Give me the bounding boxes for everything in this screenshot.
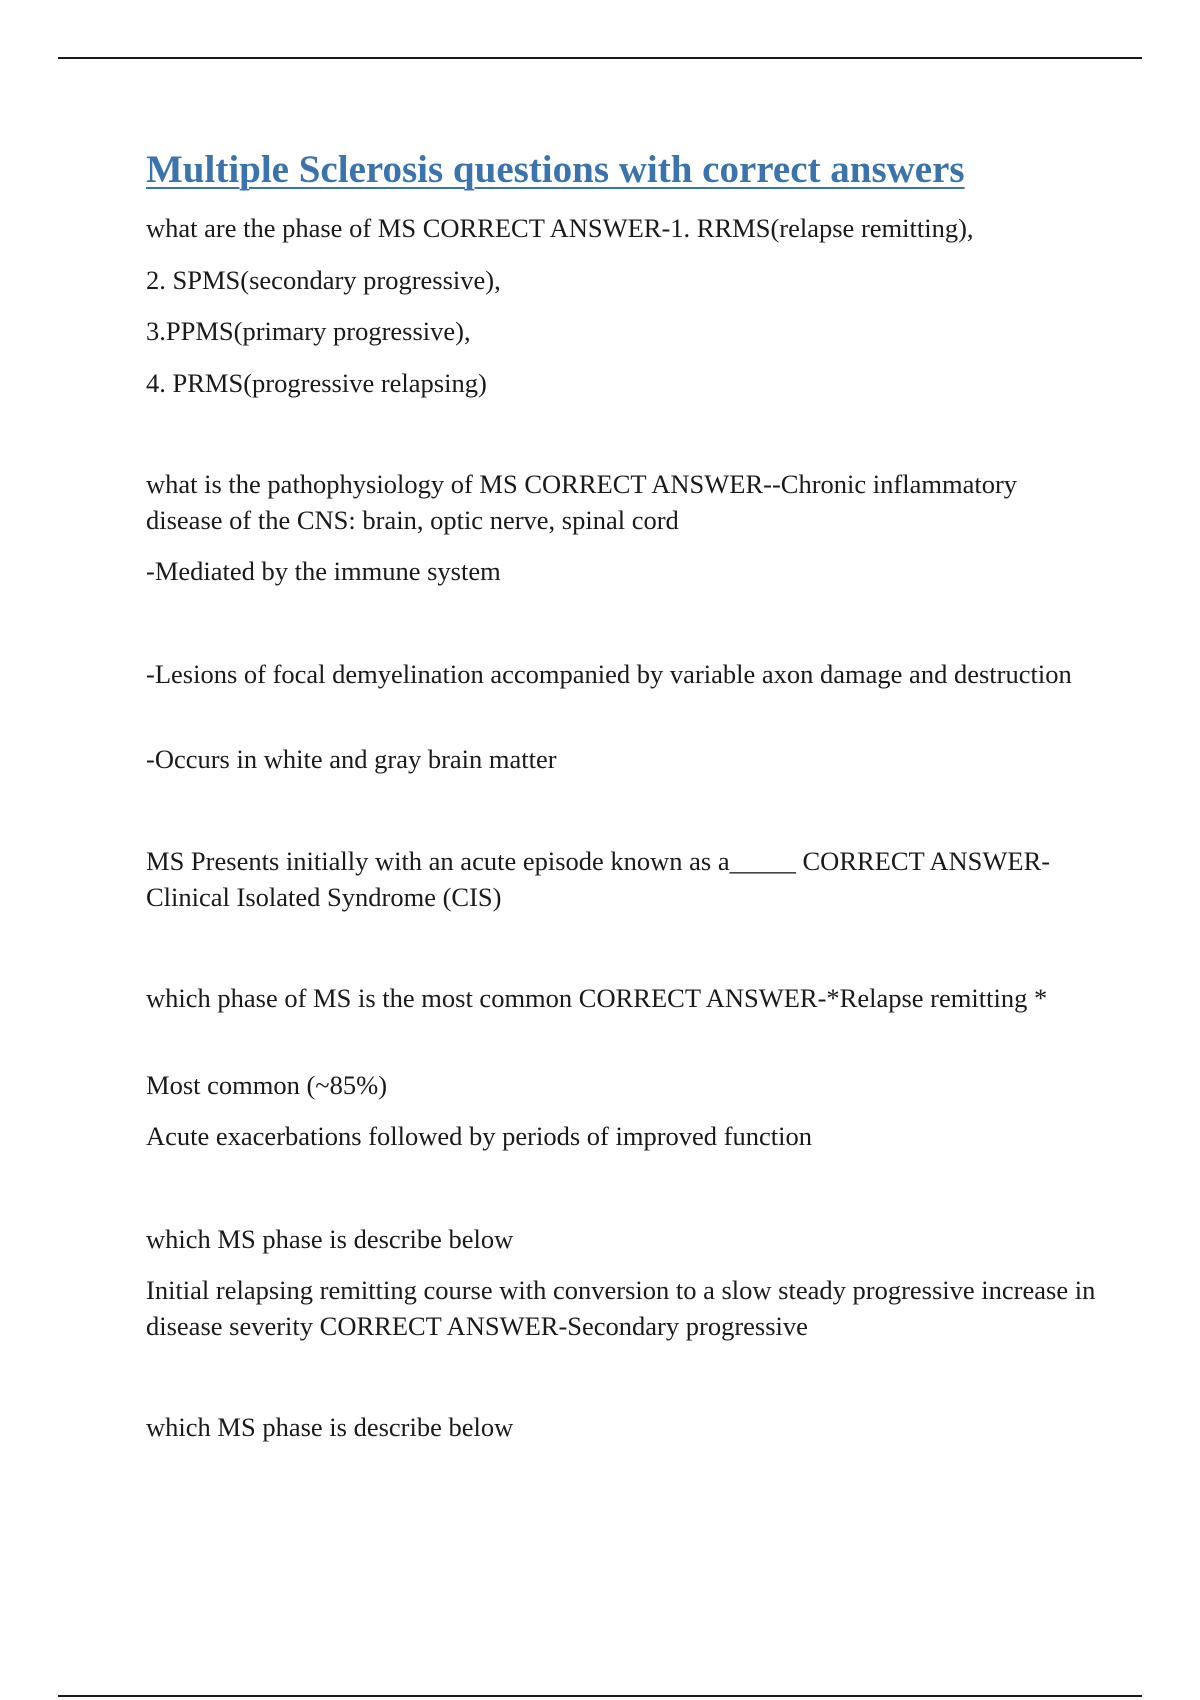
q4-answer-description: Acute exacerbations followed by periods of improved function	[146, 1121, 812, 1151]
q5-question: which MS phase is describe below	[146, 1224, 514, 1254]
q2-question: what is the pathophysiology of MS CORRECT ANSWER--Chronic inflammatory disease of the CNS: brain, optic nerve, spinal cord	[146, 469, 1018, 535]
q2-answer-lesions: -Lesions of focal demyelination accompanied by variable axon damage and destruction	[146, 659, 1072, 689]
q1-answer-line-3: 3.PPMS(primary progressive),	[146, 316, 471, 346]
q1-question-line: what are the phase of MS CORRECT ANSWER-1. RRMS(relapse remitting),	[146, 213, 974, 243]
document-title: Multiple Sclerosis questions with correct answers	[146, 148, 965, 191]
q1-answer-line-4: 4. PRMS(progressive relapsing)	[146, 368, 487, 398]
q5-description-answer: Initial relapsing remitting course with conversion to a slow steady progressive increase in disease severity CORRECT ANSWER-Secondary progressive	[146, 1275, 1096, 1341]
header-rule	[58, 57, 1142, 59]
q1-answer-line-2: 2. SPMS(secondary progressive),	[146, 265, 501, 295]
q3-question: MS Presents initially with an acute episode known as a_____ CORRECT ANSWER-Clinical Isolated Syndrome (CIS)	[146, 846, 1051, 912]
q6-question: which MS phase is describe below	[146, 1412, 514, 1442]
q4-answer-percent: Most common (~85%)	[146, 1070, 388, 1100]
q2-answer-matter: -Occurs in white and gray brain matter	[146, 744, 557, 774]
q4-question: which phase of MS is the most common CORRECT ANSWER-*Relapse remitting *	[146, 983, 1048, 1013]
q2-answer-immune: -Mediated by the immune system	[146, 556, 501, 586]
footer-rule	[58, 1695, 1142, 1697]
